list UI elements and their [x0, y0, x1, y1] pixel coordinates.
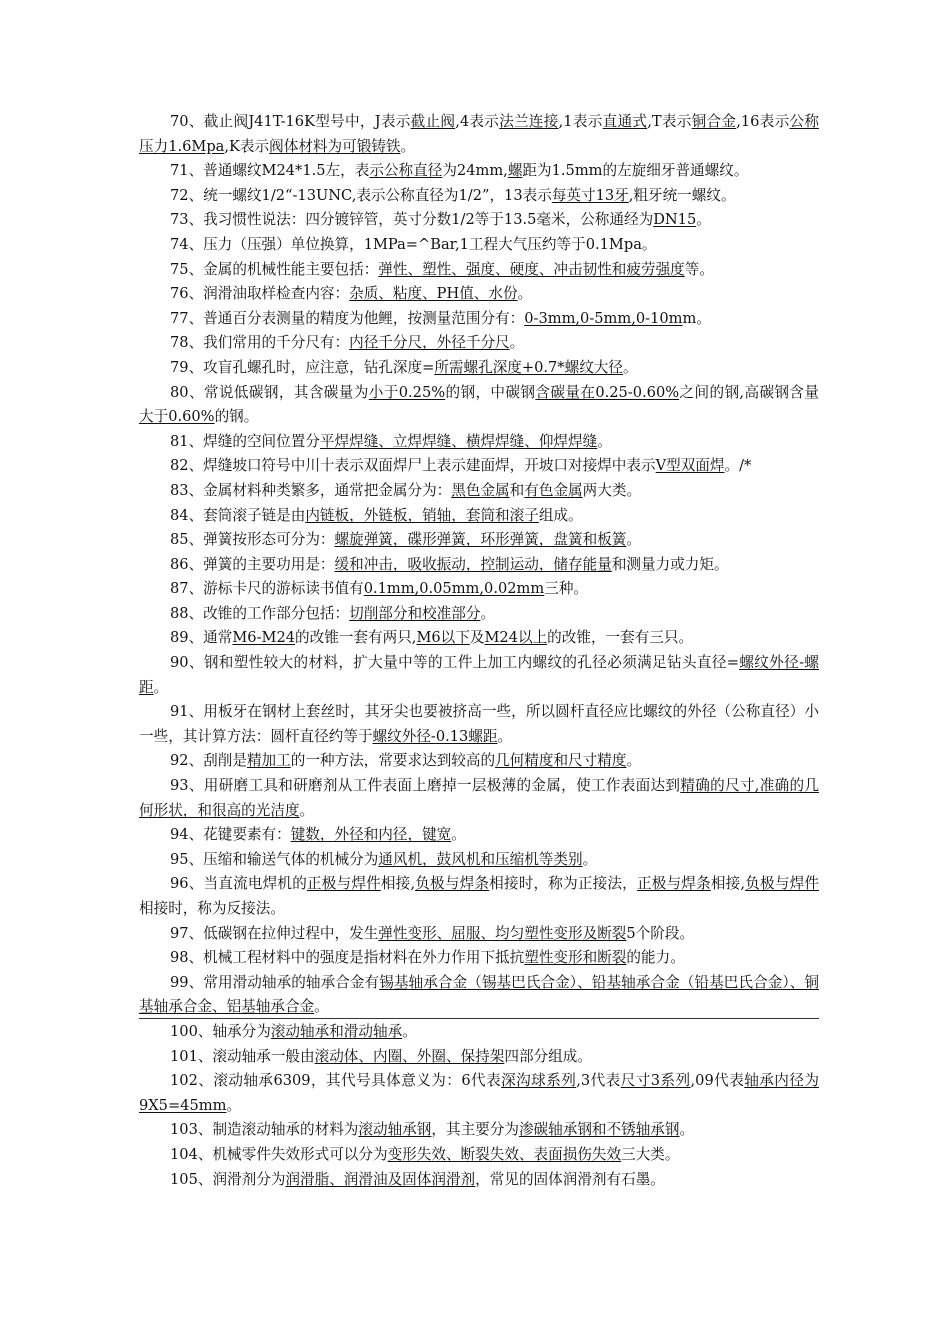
paragraph — [139, 749, 819, 774]
paragraph — [139, 823, 819, 848]
underlined-answer: 切削部分和校准部分 — [349, 604, 481, 622]
text-segment: 99、常用滑动轴承的轴承合金有 — [170, 973, 380, 991]
text-segment: 的能力。 — [626, 949, 685, 967]
text-segment: 76、润滑油取样检查内容： — [170, 285, 350, 303]
underlined-answer: 内链板，外链板，销轴，套筒和滚子 — [305, 506, 539, 524]
paragraph — [139, 504, 819, 529]
paragraph — [139, 1143, 819, 1168]
underlined-answer: 塑性变形和断裂 — [524, 949, 627, 967]
text-segment: ,09代表 — [690, 1072, 745, 1090]
paragraph — [139, 774, 819, 823]
underlined-answer: DN15 — [653, 211, 697, 229]
underlined-answer: 0.1mm,0.05mm,0.02mm — [363, 580, 545, 598]
text-segment: 和 — [509, 481, 525, 499]
underlined-answer: 正极与焊件 — [306, 875, 381, 893]
paragraph — [139, 1168, 819, 1193]
text-segment: 等。 — [684, 260, 714, 278]
paragraph — [139, 700, 819, 749]
underlined-answer: 润滑脂、润滑油及固体润滑剂 — [285, 1170, 476, 1188]
text-segment: 。 — [451, 826, 466, 844]
underlined-answer: 滚动轴承钢 — [358, 1121, 432, 1139]
text-segment: 90、钢和塑性较大的材料，扩大量中等的工件上加工内螺纹的孔径必须满足钻头直径= — [170, 654, 740, 672]
text-segment: 。 — [582, 850, 598, 868]
paragraph — [139, 848, 819, 873]
underlined-answer: 公称压力1.6Mpa — [139, 113, 819, 155]
paragraph — [139, 626, 819, 651]
text-segment: 。 — [480, 604, 496, 622]
underlined-answer: 截止阀 — [410, 113, 456, 130]
text-segment: 。 — [696, 211, 711, 229]
underlined-answer: V型双面焊 — [655, 457, 725, 475]
text-segment: ,3代表 — [576, 1072, 621, 1090]
text-segment: 86、弹簧的主要功用是： — [170, 555, 335, 573]
text-segment: 。 — [623, 358, 638, 376]
text-segment: 为24mm, — [442, 162, 508, 180]
text-segment: 83、金属材料种类繁多，通常把金属分为： — [170, 481, 452, 499]
text-segment: 相接, — [380, 875, 416, 893]
text-segment: ，其主要分为 — [431, 1121, 519, 1139]
text-segment: 105、润滑剂分为 — [170, 1170, 286, 1188]
paragraph — [139, 258, 819, 283]
underlined-answer: 铜合金 — [691, 113, 737, 130]
underlined-answer: 弹性变形、屈服、均匀塑性变形及断裂 — [378, 924, 627, 942]
underlined-answer: 阀体材料为可锻铸铁 — [269, 137, 401, 155]
text-segment: 组成。 — [538, 506, 583, 524]
underlined-answer: 直通式 — [602, 113, 648, 130]
text-segment: 。 — [626, 752, 642, 770]
underlined-answer: 锡基轴承合金（锡基巴氏合金）、铅基轴承合金（铅基巴氏合金）、铜基轴承合金、铝基轴承合金 — [139, 973, 819, 1016]
text-segment: 82、焊缝坡口符号中川十表示双面焊尸上表示建面焊，开坡口对接焊中表示 — [170, 457, 656, 475]
underlined-answer: 滚动体、内圈、外圈、保持架 — [314, 1047, 505, 1065]
underlined-answer: M6-M24 — [232, 629, 296, 647]
text-segment: 73、我习惯性说法：四分镀锌管，英寸分数1/2等于13.5毫米，公称通经为 — [170, 211, 654, 229]
underlined-answer: 变形失效、断裂失效、表面损伤失效 — [387, 1145, 622, 1163]
paragraph — [139, 479, 819, 504]
text-segment: 两大类。 — [582, 481, 642, 499]
text-segment: 81、焊缝的空间位置分 — [170, 432, 320, 450]
paragraph — [139, 602, 819, 627]
text-segment: 。 — [400, 137, 416, 155]
underlined-answer: 弹性、塑性、强度、硬度、冲击韧性和疲劳强度 — [378, 260, 685, 278]
text-segment: 。 — [509, 334, 525, 352]
text-segment: 93、用研磨工具和研磨剂从工件表面上磨掉一层极薄的金属，使工作表面达到 — [170, 777, 681, 795]
underlined-answer: 尺寸3系列 — [620, 1072, 691, 1090]
paragraph — [139, 922, 819, 947]
underlined-answer: 每英寸13牙 — [551, 186, 629, 204]
underlined-answer: 螺纹外径-螺距 — [139, 654, 819, 696]
text-segment: ,16表示 — [736, 113, 790, 130]
underlined-answer: 黑色金属 — [451, 481, 510, 499]
underlined-answer: 大于0.60% — [139, 408, 215, 426]
text-segment: 。 — [299, 801, 315, 819]
text-segment: 98、机械工程材料中的强度是指材料在外力作用下抵抗 — [170, 949, 525, 967]
underlined-answer: 渗碳轴承钢和不锈轴承钢 — [518, 1121, 680, 1139]
paragraph — [139, 872, 819, 921]
text-segment: 88、改锥的工作部分包括： — [170, 604, 350, 622]
underlined-answer: M24以上 — [484, 629, 548, 647]
text-segment: 74、压力（压强）单位换算，1MPa=^Bar,1工程大气压约等于0.1Mpa。 — [170, 235, 657, 253]
underlined-answer: 滚动轴承和滑动轴承 — [270, 1022, 403, 1040]
paragraph — [139, 1118, 819, 1143]
text-segment: 91、用板牙在钢材上套丝时，其牙尖也要被挤高一些，所以圆杆直径应比螺纹的外径（公称直径）小一些，其计算方法：圆杆直径约等于 — [139, 703, 819, 745]
text-segment: 79、攻盲孔螺孔时，应注意，钻孔深度= — [170, 358, 435, 376]
underlined-answer: 键数，外径和内径，键宽 — [290, 826, 452, 844]
paragraph — [139, 282, 819, 307]
text-segment: 的钢。 — [214, 408, 259, 426]
paragraph — [139, 577, 819, 602]
text-segment: 相接时，称为反接法。 — [139, 900, 285, 917]
paragraph — [139, 381, 819, 430]
paragraph — [139, 651, 819, 700]
text-segment: 的改锥一套有两只, — [295, 629, 417, 647]
text-segment: ,4表示 — [455, 113, 500, 130]
text-segment: 。 — [597, 432, 612, 450]
text-segment: 96、当直流电焊机的 — [170, 875, 307, 893]
text-segment: 102、滚动轴承6309，其代号具体意义为：6代表 — [170, 1072, 502, 1090]
text-segment: 。 — [153, 678, 169, 696]
text-segment: ,K表示 — [224, 137, 270, 155]
underlined-answer: 螺纹外径-0.13螺距 — [372, 727, 498, 745]
underlined-answer: M6以下 — [416, 629, 470, 647]
paragraph — [139, 233, 819, 258]
text-segment: 距为1.5mm的左旋细牙普通螺纹。 — [522, 162, 749, 180]
paragraph — [139, 159, 819, 184]
text-segment: 和测量力或力矩。 — [611, 555, 729, 573]
text-segment: 85、弹簧按形态可分为： — [170, 531, 335, 549]
text-segment: ,粗牙统一螺纹。 — [628, 186, 736, 204]
underlined-answer: 内径千分尺，外径千分尺 — [349, 334, 510, 352]
text-segment: 95、压缩和输送气体的机械分为 — [170, 850, 379, 868]
underlined-answer: 小于0.25% — [368, 383, 446, 401]
underlined-answer: 螺旋弹簧，碟形弹簧，环形弹簧，盘簧和板簧 — [334, 531, 627, 549]
underlined-answer: 负极与焊条 — [415, 875, 490, 893]
text-segment: 。 — [517, 285, 533, 303]
text-segment: 。 — [226, 1096, 242, 1114]
text-segment: 89、通常 — [170, 629, 233, 647]
document-body — [139, 110, 819, 1192]
underlined-answer: 螺 — [507, 162, 523, 180]
paragraph — [139, 307, 819, 332]
text-segment: ，常见的固体润滑剂有石墨。 — [475, 1170, 665, 1188]
text-segment: 。 — [679, 1121, 695, 1139]
text-segment: 之间的钢,高碳钢含量 — [679, 383, 819, 401]
paragraph — [139, 356, 819, 381]
underlined-answer: 精确的尺寸,准确的几何形状，和很高的光洁度 — [139, 777, 819, 819]
underlined-answer: 正极与焊条 — [636, 875, 711, 893]
text-segment: 77、普通百分表测量的精度为他鲤，按测量范围分有： — [170, 309, 525, 327]
text-segment: 78、我们常用的千分尺有： — [170, 334, 350, 352]
text-segment: 的钢，中碳钢 — [445, 383, 536, 401]
text-segment: 及 — [469, 629, 485, 647]
underlined-answer: 0-3mm,0-5mm,0-10m — [524, 309, 683, 327]
text-segment: ,1表示 — [558, 113, 603, 130]
text-segment: 。/* — [724, 457, 752, 475]
text-segment: 94、花键要素有： — [170, 826, 291, 844]
paragraph — [139, 1069, 819, 1118]
paragraph — [139, 553, 819, 578]
text-segment: 92、刮削是 — [170, 752, 247, 770]
underlined-answer: 法兰连接 — [499, 113, 559, 130]
text-segment: 。 — [497, 727, 513, 745]
text-segment: 的改锥，一套有三只。 — [547, 629, 694, 647]
text-segment: 。 — [314, 998, 329, 1016]
text-segment: 三种。 — [544, 580, 589, 598]
text-segment: 5个阶段。 — [626, 924, 695, 942]
text-segment: ,T表示 — [647, 113, 692, 130]
underlined-answer: 示公称直径 — [369, 162, 443, 180]
underlined-answer: 精加工 — [246, 752, 291, 770]
paragraph — [139, 971, 819, 1020]
paragraph — [139, 430, 819, 455]
text-segment: 的一种方法，常要求达到较高的 — [290, 752, 496, 770]
underlined-answer: 轴承内径为9X5=45mm — [139, 1072, 819, 1114]
underlined-answer: 平焊焊缝、立焊焊缝、横焊焊缝、仰焊焊缝 — [319, 432, 598, 450]
text-segment: 相接时，称为正接法， — [489, 875, 637, 893]
underlined-answer: 通风机，鼓风机和压缩机等类别 — [378, 850, 583, 868]
text-segment: 84、套筒滚子链是由 — [170, 506, 306, 524]
paragraph — [139, 208, 819, 233]
underlined-answer: 所需螺孔深度+0.7*螺纹大径 — [434, 358, 623, 376]
paragraph — [139, 331, 819, 356]
text-segment: 97、低碳钢在拉伸过程中，发生 — [170, 924, 379, 942]
paragraph — [139, 110, 819, 159]
text-segment: 70、截止阀J41T-16K型号中，J表示 — [170, 113, 411, 130]
underlined-answer: 有色金属 — [524, 481, 583, 499]
text-segment: 104、机械零件失效形式可以分为 — [170, 1145, 388, 1163]
paragraph — [139, 528, 819, 553]
paragraph — [139, 1045, 819, 1070]
paragraph — [139, 946, 819, 971]
text-segment: 101、滚动轴承一般由 — [170, 1047, 315, 1065]
text-segment: 72、统一螺纹1/2“-13UNC,表示公称直径为1/2”，13表示 — [170, 186, 552, 204]
text-segment: 四部分组成。 — [504, 1047, 592, 1065]
text-segment: 相接, — [710, 875, 746, 893]
text-segment: 75、金属的机械性能主要包括： — [170, 260, 379, 278]
paragraph — [139, 184, 819, 209]
text-segment: 71、普通螺纹M24*1.5左，表 — [170, 162, 370, 180]
paragraph — [139, 1020, 819, 1045]
text-segment: 103、制造滚动轴承的材料为 — [170, 1121, 359, 1139]
underlined-answer: 含碳量在0.25-0.60% — [535, 383, 680, 401]
text-segment: 。 — [402, 1022, 417, 1040]
text-segment: 。 — [626, 531, 642, 549]
paragraph — [139, 454, 819, 479]
text-segment: 三大类。 — [621, 1145, 680, 1163]
underlined-answer: 负极与焊件 — [745, 875, 819, 893]
text-segment: m。 — [682, 309, 711, 327]
text-segment: 80、常说低碳钢，其含碳量为 — [170, 383, 369, 401]
underlined-answer: 几何精度和尺寸精度 — [495, 752, 627, 770]
underlined-answer: 杂质、粘度、PH值、水份 — [349, 285, 518, 303]
text-segment: 100、轴承分为 — [170, 1022, 271, 1040]
text-segment: 87、游标卡尺的游标读书值有 — [170, 580, 364, 598]
underlined-answer: 深沟球系列 — [501, 1072, 577, 1090]
underlined-answer: 缓和冲击，吸收振动，控制运动，储存能量 — [334, 555, 612, 573]
